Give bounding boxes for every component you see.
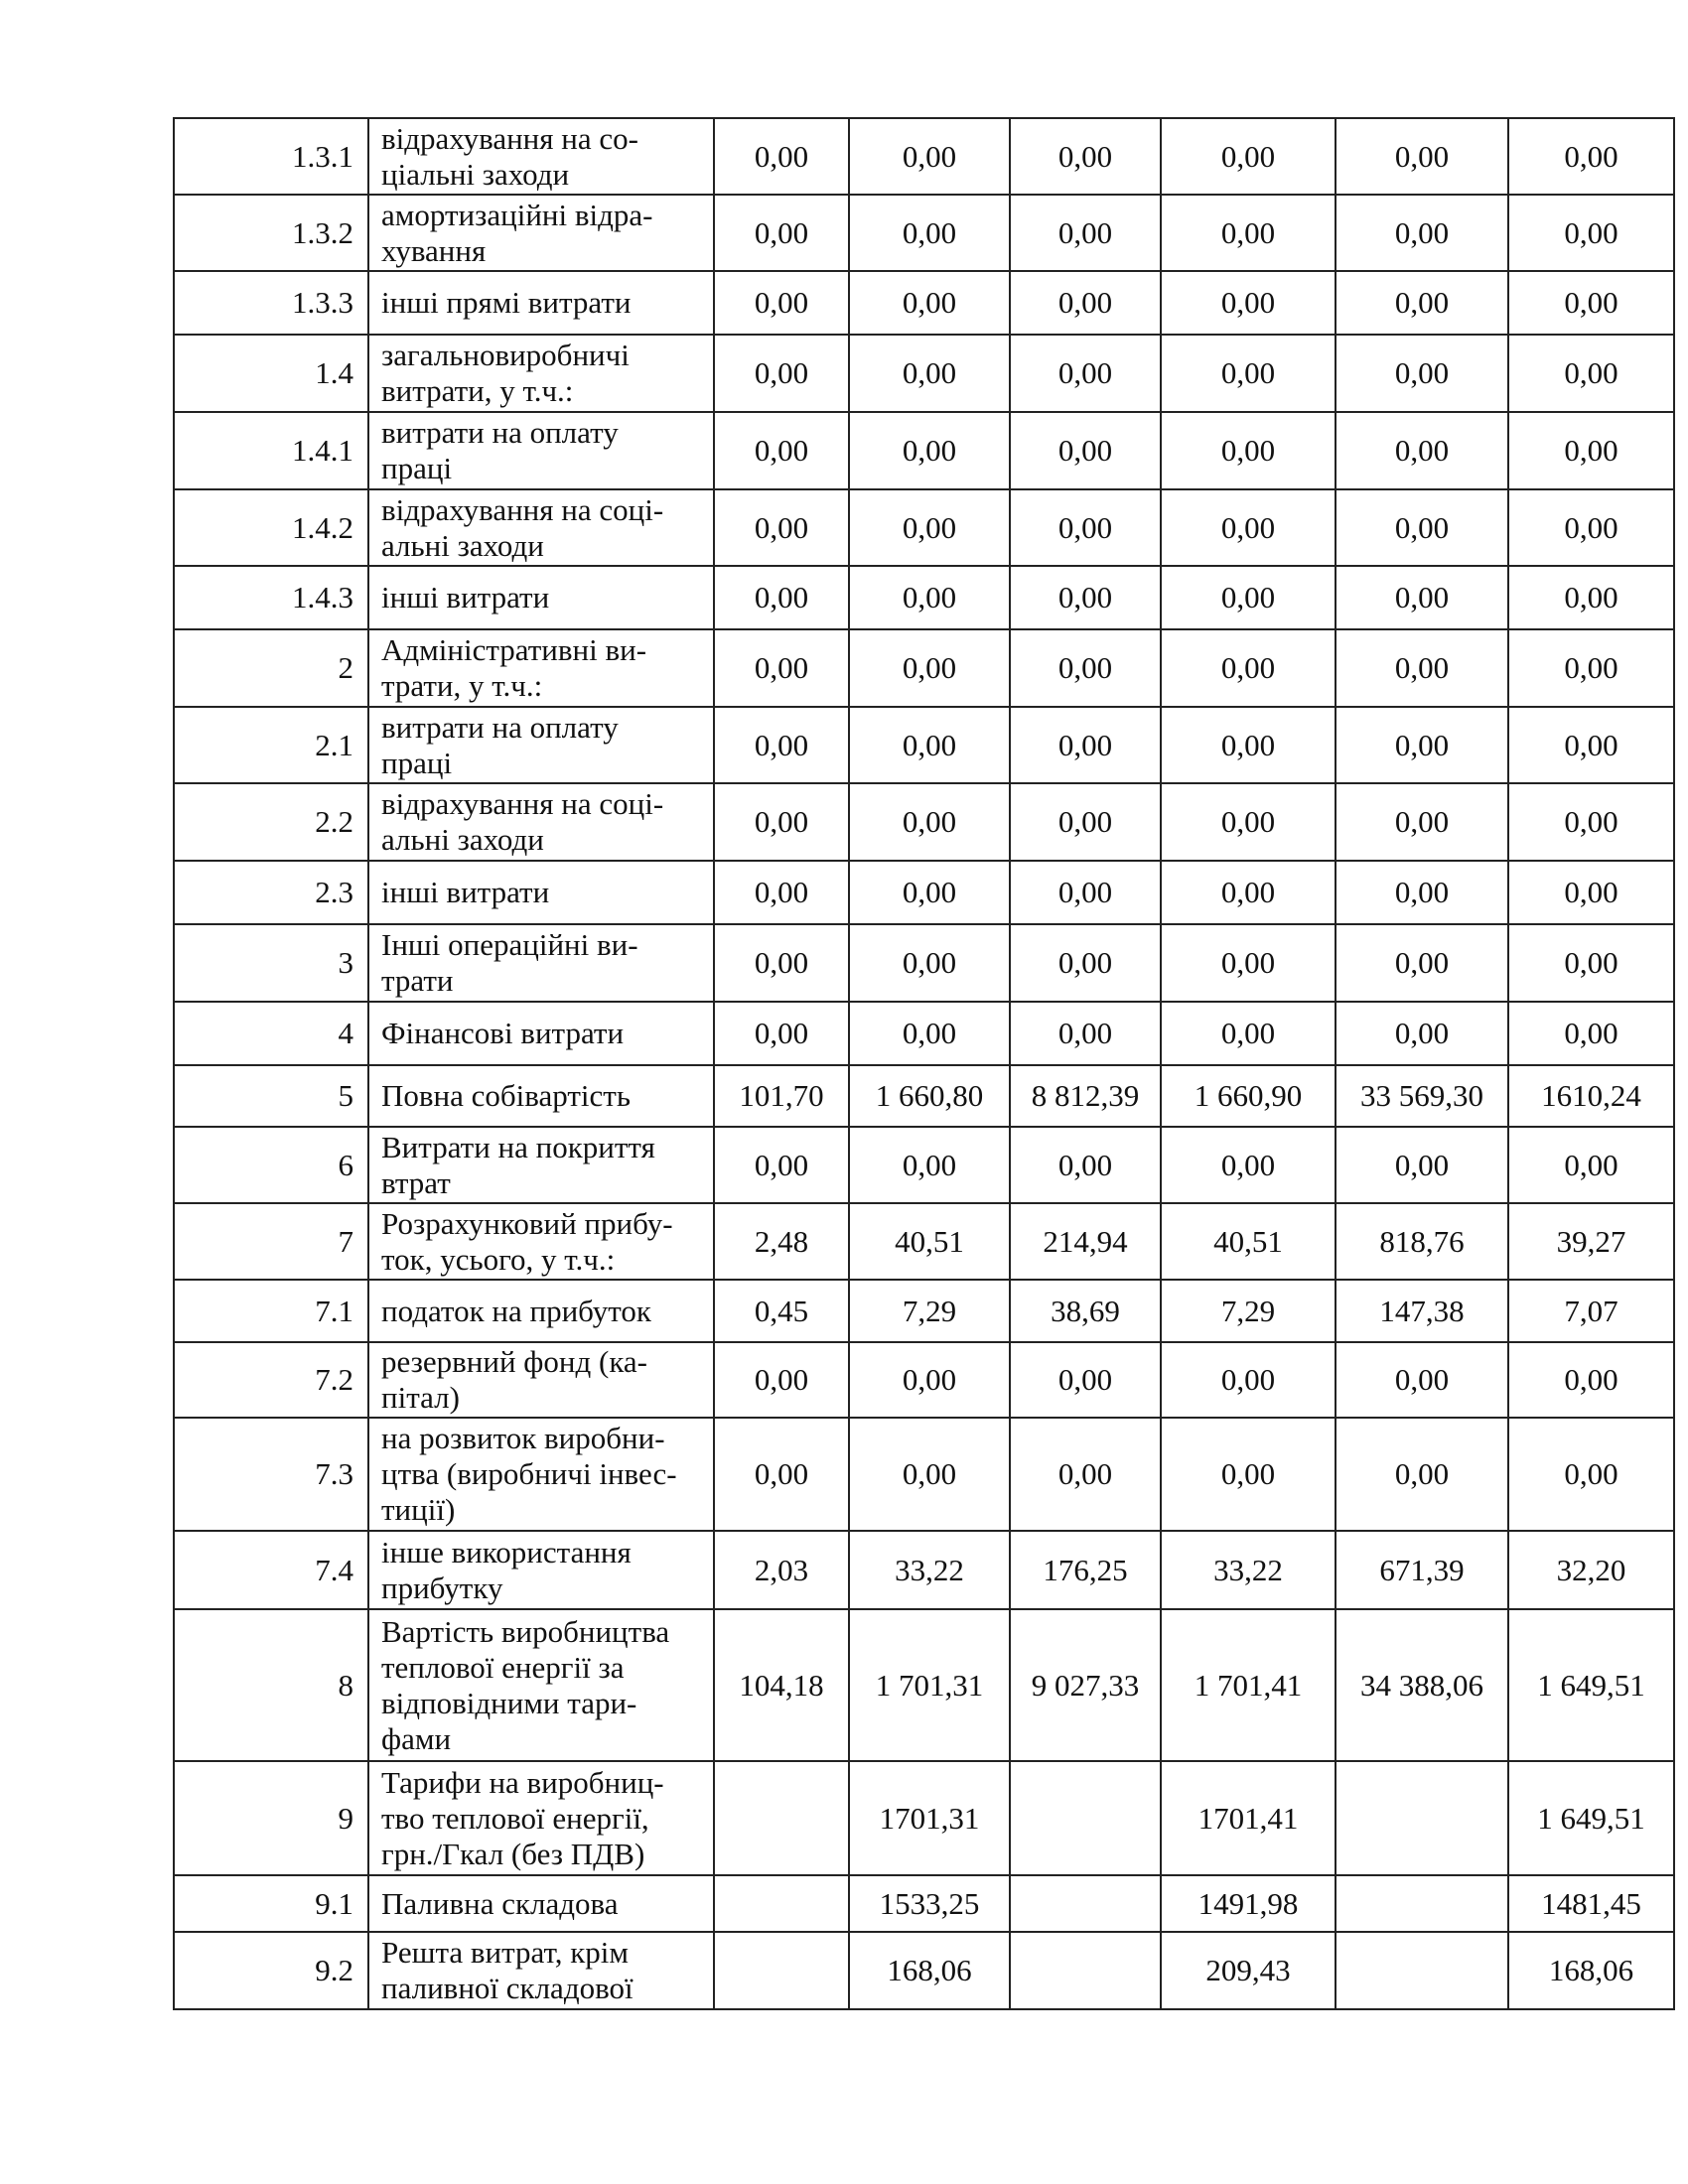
value-cell: 0,00	[1161, 1127, 1336, 1203]
table-row	[174, 335, 1674, 412]
value-cell: 0,00	[1161, 566, 1336, 629]
value-cell	[1336, 1932, 1508, 2009]
row-label: резервний фонд (ка- пітал)	[368, 1342, 714, 1418]
value-cell: 0,00	[1336, 335, 1508, 412]
row-number: 1.4.3	[174, 566, 368, 629]
value-cell: 0,00	[714, 271, 849, 335]
value-cell: 0,00	[1508, 629, 1674, 707]
row-number: 7.2	[174, 1342, 368, 1418]
value-cell: 0,00	[1336, 861, 1508, 924]
row-label: загальновиробничі витрати, у т.ч.:	[368, 335, 714, 412]
row-number: 5	[174, 1065, 368, 1127]
value-cell: 0,00	[1508, 566, 1674, 629]
row-label: Вартість виробництва теплової енергії за відповідними тари- фами	[368, 1609, 714, 1761]
value-cell: 0,00	[849, 707, 1010, 783]
value-cell: 0,00	[714, 707, 849, 783]
value-cell: 0,00	[1161, 629, 1336, 707]
value-cell: 33,22	[1161, 1531, 1336, 1609]
value-cell	[714, 1875, 849, 1932]
value-cell: 818,76	[1336, 1203, 1508, 1280]
row-label: Витрати на покриття втрат	[368, 1127, 714, 1203]
value-cell: 0,00	[1508, 271, 1674, 335]
table-row	[174, 861, 1674, 924]
row-number: 1.3.3	[174, 271, 368, 335]
row-label: відрахування на соці- альні заходи	[368, 783, 714, 861]
table-row	[174, 707, 1674, 783]
value-cell	[714, 1932, 849, 2009]
value-cell: 0,00	[1336, 118, 1508, 195]
value-cell	[1336, 1875, 1508, 1932]
value-cell: 209,43	[1161, 1932, 1336, 2009]
table-row	[174, 566, 1674, 629]
value-cell: 1481,45	[1508, 1875, 1674, 1932]
row-label: відрахування на соці- альні заходи	[368, 489, 714, 566]
row-number: 9.2	[174, 1932, 368, 2009]
row-number: 1.3.2	[174, 195, 368, 271]
row-label: Решта витрат, крім паливної складової	[368, 1932, 714, 2009]
value-cell: 0,00	[1336, 489, 1508, 566]
value-cell: 33,22	[849, 1531, 1010, 1609]
value-cell: 0,00	[1336, 1418, 1508, 1531]
table-row	[174, 629, 1674, 707]
value-cell: 0,00	[1010, 195, 1161, 271]
value-cell: 38,69	[1010, 1280, 1161, 1342]
value-cell: 0,00	[1161, 1342, 1336, 1418]
value-cell: 0,00	[1161, 783, 1336, 861]
value-cell: 8 812,39	[1010, 1065, 1161, 1127]
value-cell: 1 701,41	[1161, 1609, 1336, 1761]
row-label: Інші операційні ви- трати	[368, 924, 714, 1002]
value-cell: 0,00	[849, 629, 1010, 707]
value-cell: 1 660,90	[1161, 1065, 1336, 1127]
row-number: 7.1	[174, 1280, 368, 1342]
row-label: Паливна складова	[368, 1875, 714, 1932]
value-cell: 0,00	[849, 118, 1010, 195]
value-cell: 0,00	[714, 924, 849, 1002]
table-row	[174, 118, 1674, 195]
table-row	[174, 195, 1674, 271]
value-cell: 0,00	[1508, 783, 1674, 861]
row-number: 2.3	[174, 861, 368, 924]
row-number: 1.4.2	[174, 489, 368, 566]
value-cell: 7,29	[849, 1280, 1010, 1342]
value-cell: 0,00	[714, 195, 849, 271]
row-number: 2.1	[174, 707, 368, 783]
value-cell: 1491,98	[1161, 1875, 1336, 1932]
table-row	[174, 271, 1674, 335]
value-cell: 0,00	[714, 335, 849, 412]
value-cell: 0,00	[1336, 271, 1508, 335]
value-cell: 40,51	[1161, 1203, 1336, 1280]
value-cell: 0,00	[849, 1002, 1010, 1065]
value-cell: 1701,41	[1161, 1761, 1336, 1875]
value-cell: 0,00	[1010, 861, 1161, 924]
value-cell: 1533,25	[849, 1875, 1010, 1932]
value-cell: 0,00	[1161, 924, 1336, 1002]
value-cell: 0,00	[849, 412, 1010, 489]
value-cell: 0,00	[849, 195, 1010, 271]
value-cell: 0,00	[1161, 412, 1336, 489]
value-cell: 0,00	[1161, 707, 1336, 783]
table-row	[174, 1932, 1674, 2009]
value-cell: 0,00	[714, 783, 849, 861]
value-cell: 0,00	[714, 629, 849, 707]
value-cell: 40,51	[849, 1203, 1010, 1280]
value-cell: 0,00	[1161, 195, 1336, 271]
value-cell: 0,00	[1336, 707, 1508, 783]
value-cell: 0,00	[1508, 1127, 1674, 1203]
value-cell: 0,00	[1010, 924, 1161, 1002]
value-cell	[1336, 1761, 1508, 1875]
value-cell: 0,00	[1161, 489, 1336, 566]
value-cell: 0,00	[1010, 335, 1161, 412]
row-label: витрати на оплату праці	[368, 707, 714, 783]
table-row	[174, 489, 1674, 566]
table-row	[174, 1065, 1674, 1127]
table-row	[174, 1531, 1674, 1609]
table-row	[174, 924, 1674, 1002]
value-cell: 0,00	[1508, 924, 1674, 1002]
value-cell: 0,00	[1010, 1127, 1161, 1203]
value-cell: 0,00	[1010, 489, 1161, 566]
value-cell: 0,00	[714, 118, 849, 195]
row-number: 6	[174, 1127, 368, 1203]
value-cell: 0,00	[1336, 1002, 1508, 1065]
row-number: 1.3.1	[174, 118, 368, 195]
value-cell: 0,00	[1336, 566, 1508, 629]
table-row	[174, 1761, 1674, 1875]
row-number: 2.2	[174, 783, 368, 861]
row-number: 7	[174, 1203, 368, 1280]
value-cell: 0,00	[1336, 629, 1508, 707]
value-cell: 1 660,80	[849, 1065, 1010, 1127]
value-cell: 2,03	[714, 1531, 849, 1609]
value-cell: 0,00	[1508, 1342, 1674, 1418]
value-cell: 0,00	[1161, 861, 1336, 924]
row-label: Повна собівартість	[368, 1065, 714, 1127]
value-cell: 176,25	[1010, 1531, 1161, 1609]
value-cell: 7,29	[1161, 1280, 1336, 1342]
row-label: інше використання прибутку	[368, 1531, 714, 1609]
value-cell: 0,00	[1010, 271, 1161, 335]
row-label: на розвиток виробни- цтва (виробничі інвес- тиції)	[368, 1418, 714, 1531]
value-cell: 0,00	[849, 335, 1010, 412]
row-number: 4	[174, 1002, 368, 1065]
value-cell: 0,00	[1010, 566, 1161, 629]
value-cell: 7,07	[1508, 1280, 1674, 1342]
value-cell: 0,00	[714, 412, 849, 489]
row-number: 7.4	[174, 1531, 368, 1609]
value-cell: 0,00	[714, 1002, 849, 1065]
value-cell: 0,00	[849, 1342, 1010, 1418]
value-cell: 0,00	[849, 566, 1010, 629]
row-label: відрахування на со- ціальні заходи	[368, 118, 714, 195]
table-row	[174, 1342, 1674, 1418]
value-cell: 0,00	[1336, 1342, 1508, 1418]
value-cell: 0,00	[1010, 783, 1161, 861]
value-cell: 0,00	[1508, 1002, 1674, 1065]
value-cell: 0,00	[1508, 1418, 1674, 1531]
value-cell: 0,00	[1508, 335, 1674, 412]
value-cell: 0,00	[1336, 924, 1508, 1002]
value-cell: 0,00	[714, 1127, 849, 1203]
row-number: 1.4.1	[174, 412, 368, 489]
value-cell: 9 027,33	[1010, 1609, 1161, 1761]
value-cell: 39,27	[1508, 1203, 1674, 1280]
value-cell: 0,00	[714, 1342, 849, 1418]
value-cell: 0,00	[1161, 1002, 1336, 1065]
value-cell: 214,94	[1010, 1203, 1161, 1280]
value-cell: 0,00	[714, 861, 849, 924]
value-cell: 0,00	[1010, 1342, 1161, 1418]
value-cell: 1 649,51	[1508, 1609, 1674, 1761]
value-cell: 0,00	[714, 1418, 849, 1531]
table-row	[174, 783, 1674, 861]
value-cell: 0,00	[1010, 412, 1161, 489]
table-row	[174, 412, 1674, 489]
row-number: 1.4	[174, 335, 368, 412]
value-cell: 0,00	[1336, 1127, 1508, 1203]
row-label: податок на прибуток	[368, 1280, 714, 1342]
value-cell: 0,00	[1508, 861, 1674, 924]
value-cell: 0,00	[849, 924, 1010, 1002]
value-cell: 0,00	[1336, 195, 1508, 271]
value-cell	[1010, 1932, 1161, 2009]
value-cell: 0,00	[849, 1418, 1010, 1531]
table-row	[174, 1203, 1674, 1280]
row-label: Адміністративні ви- трати, у т.ч.:	[368, 629, 714, 707]
value-cell: 0,00	[849, 861, 1010, 924]
value-cell: 168,06	[1508, 1932, 1674, 2009]
value-cell: 0,00	[1336, 412, 1508, 489]
value-cell: 0,00	[1508, 118, 1674, 195]
row-number: 2	[174, 629, 368, 707]
table-row	[174, 1127, 1674, 1203]
row-label: інші витрати	[368, 566, 714, 629]
value-cell: 0,00	[1508, 489, 1674, 566]
table-row	[174, 1418, 1674, 1531]
value-cell: 0,00	[1161, 1418, 1336, 1531]
value-cell: 0,00	[1010, 118, 1161, 195]
value-cell: 0,45	[714, 1280, 849, 1342]
table-row	[174, 1002, 1674, 1065]
row-label: амортизаційні відра- хування	[368, 195, 714, 271]
row-number: 3	[174, 924, 368, 1002]
value-cell: 1701,31	[849, 1761, 1010, 1875]
row-label: інші прямі витрати	[368, 271, 714, 335]
row-number: 8	[174, 1609, 368, 1761]
row-label: Розрахунковий прибу- ток, усього, у т.ч.:	[368, 1203, 714, 1280]
value-cell: 0,00	[1508, 412, 1674, 489]
value-cell: 0,00	[1010, 1418, 1161, 1531]
table-row	[174, 1609, 1674, 1761]
value-cell: 1610,24	[1508, 1065, 1674, 1127]
row-number: 9	[174, 1761, 368, 1875]
value-cell: 0,00	[1010, 1002, 1161, 1065]
table-row	[174, 1875, 1674, 1932]
value-cell: 168,06	[849, 1932, 1010, 2009]
value-cell: 0,00	[1508, 195, 1674, 271]
row-number: 9.1	[174, 1875, 368, 1932]
table-row	[174, 1280, 1674, 1342]
cost-table	[173, 117, 1675, 2010]
value-cell: 0,00	[1161, 335, 1336, 412]
value-cell: 0,00	[1010, 629, 1161, 707]
value-cell	[714, 1761, 849, 1875]
value-cell: 33 569,30	[1336, 1065, 1508, 1127]
value-cell: 1 649,51	[1508, 1761, 1674, 1875]
value-cell: 0,00	[849, 783, 1010, 861]
value-cell: 0,00	[714, 489, 849, 566]
value-cell: 101,70	[714, 1065, 849, 1127]
value-cell: 0,00	[1336, 783, 1508, 861]
value-cell: 0,00	[849, 1127, 1010, 1203]
value-cell: 1 701,31	[849, 1609, 1010, 1761]
row-label: Тарифи на виробниц- тво теплової енергії, грн./Гкал (без ПДВ)	[368, 1761, 714, 1875]
value-cell: 104,18	[714, 1609, 849, 1761]
value-cell: 147,38	[1336, 1280, 1508, 1342]
value-cell: 34 388,06	[1336, 1609, 1508, 1761]
value-cell: 2,48	[714, 1203, 849, 1280]
row-number: 7.3	[174, 1418, 368, 1531]
value-cell: 0,00	[1508, 707, 1674, 783]
row-label: витрати на оплату праці	[368, 412, 714, 489]
value-cell: 0,00	[1161, 118, 1336, 195]
value-cell: 671,39	[1336, 1531, 1508, 1609]
value-cell	[1010, 1761, 1161, 1875]
value-cell: 0,00	[1161, 271, 1336, 335]
value-cell: 0,00	[1010, 707, 1161, 783]
value-cell: 0,00	[714, 566, 849, 629]
value-cell: 0,00	[849, 271, 1010, 335]
row-label: Фінансові витрати	[368, 1002, 714, 1065]
row-label: інші витрати	[368, 861, 714, 924]
value-cell: 0,00	[849, 489, 1010, 566]
value-cell	[1010, 1875, 1161, 1932]
value-cell: 32,20	[1508, 1531, 1674, 1609]
